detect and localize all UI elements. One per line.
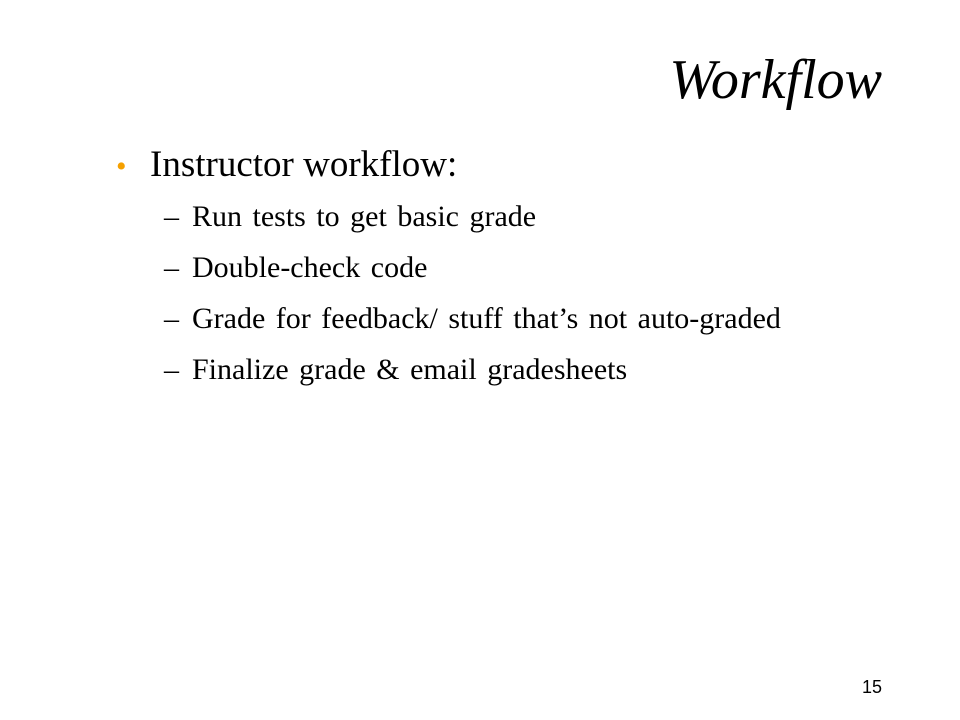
dash-icon: – [164, 251, 179, 284]
list-item [164, 250, 876, 286]
dash-icon: – [164, 302, 179, 335]
main-bullet [116, 145, 876, 187]
list-item [164, 199, 876, 235]
subitem-list [164, 199, 876, 388]
page-number: 15 [861, 677, 882, 697]
list-item-text: Grade for feedback/ stuff that’s not auto-graded [192, 302, 781, 335]
main-bullet-text: Instructor workflow: [150, 144, 458, 185]
orange-bullet-icon: • [116, 150, 127, 183]
list-item-text: Double-check code [192, 251, 428, 284]
slide-title: Workflow [669, 49, 882, 111]
list-item-text: Run tests to get basic grade [192, 200, 537, 233]
bullet-list [116, 145, 876, 403]
list-item [164, 301, 876, 337]
dash-icon: – [164, 353, 179, 386]
list-item-text: Finalize grade & email gradesheets [192, 353, 628, 386]
dash-icon: – [164, 200, 179, 233]
list-item [164, 352, 876, 388]
